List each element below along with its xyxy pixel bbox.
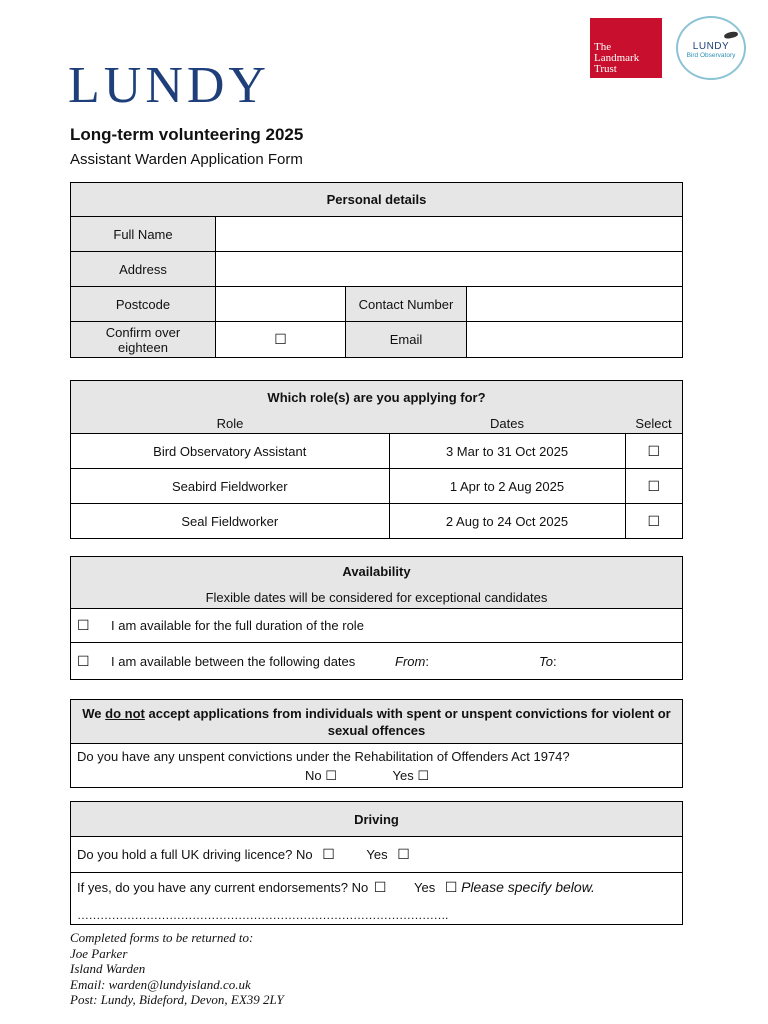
footer-post: Post: Lundy, Bideford, Devon, EX39 2LY xyxy=(70,992,284,1007)
convictions-question: Do you have any unspent convictions under the Rehabilitation of Offenders Act 1974? xyxy=(77,749,570,764)
licence-question-cell xyxy=(71,837,683,873)
to-date-field[interactable] xyxy=(501,643,683,680)
return-instructions xyxy=(70,930,284,1008)
role-select-checkbox[interactable]: ☐ xyxy=(625,504,683,539)
lbo-logo-line1: LUNDY xyxy=(692,41,730,52)
dates-column-header: Dates xyxy=(389,414,625,434)
landmark-trust-logo xyxy=(590,18,662,78)
postcode-label: Postcode xyxy=(71,287,216,322)
footer-email: Email: warden@lundyisland.co.uk xyxy=(70,976,251,992)
select-column-header: Select xyxy=(625,414,683,434)
confirm-line2: eighteen xyxy=(118,339,168,355)
personal-details-heading: Personal details xyxy=(71,183,683,217)
lundy-wordmark: LUNDY xyxy=(68,57,270,114)
address-label: Address xyxy=(71,252,216,287)
from-colon: : xyxy=(425,653,429,669)
convictions-heading-underlined: do not xyxy=(105,705,145,721)
email-label: Email xyxy=(346,322,467,358)
roles-heading: Which role(s) are you applying for? xyxy=(71,381,683,414)
role-dates: 2 Aug to 24 Oct 2025 xyxy=(389,504,625,539)
table-row xyxy=(71,469,683,504)
full-duration-label: I am available for the full duration of the role xyxy=(105,609,683,643)
endorsements-details-line[interactable]: ……………………………………………………………………………………. xyxy=(77,908,448,922)
driving-heading: Driving xyxy=(71,802,683,837)
to-label: To xyxy=(539,653,553,669)
page-subtitle: Assistant Warden Application Form xyxy=(70,151,303,168)
to-colon: : xyxy=(552,653,557,669)
role-select-checkbox[interactable]: ☐ xyxy=(625,434,683,469)
lundy-bird-observatory-logo xyxy=(676,16,746,80)
full-duration-checkbox[interactable]: ☐ xyxy=(71,609,106,643)
role-column-header: Role xyxy=(71,414,390,434)
convictions-yes-option[interactable]: Yes ☐ xyxy=(392,768,429,783)
postcode-field[interactable] xyxy=(216,287,346,322)
landmark-trust-line3: Trust xyxy=(594,63,617,75)
role-name: Bird Observatory Assistant xyxy=(71,434,390,469)
availability-table xyxy=(70,556,683,680)
convictions-table xyxy=(70,699,683,788)
convictions-heading-post: accept applications from individuals with spent or unspent convictions for violent or sexual offences xyxy=(144,705,671,738)
role-dates: 1 Apr to 2 Aug 2025 xyxy=(389,469,625,504)
endorsements-question-cell xyxy=(71,873,683,925)
role-name: Seabird Fieldworker xyxy=(71,469,390,504)
footer-line3: Island Warden xyxy=(70,961,146,976)
confirm-line1: Confirm over xyxy=(105,324,181,340)
bird-icon xyxy=(724,31,739,40)
convictions-question-cell xyxy=(71,744,683,788)
licence-yes-label: Yes xyxy=(366,847,388,862)
landmark-trust-line1: The xyxy=(594,41,612,53)
endorsements-specify: Please specify below. xyxy=(461,879,595,895)
between-dates-checkbox[interactable]: ☐ xyxy=(71,643,106,680)
from-date-field[interactable] xyxy=(389,643,501,680)
endorsements-question: If yes, do you have any current endorsements? No xyxy=(77,880,369,895)
table-row xyxy=(71,504,683,539)
availability-note: Flexible dates will be considered for exceptional candidates xyxy=(71,587,683,609)
table-row xyxy=(71,434,683,469)
availability-heading: Availability xyxy=(71,557,683,587)
page-title: Long-term volunteering 2025 xyxy=(70,125,304,144)
role-select-checkbox[interactable]: ☐ xyxy=(625,469,683,504)
convictions-heading-pre: We xyxy=(82,705,106,721)
driving-table xyxy=(70,801,683,925)
licence-question: Do you hold a full UK driving licence? No xyxy=(77,847,313,862)
personal-details-table xyxy=(70,182,683,358)
confirm-over-eighteen-label xyxy=(71,322,216,358)
endorsements-yes-checkbox[interactable]: ☐ xyxy=(444,879,458,895)
lbo-logo-line2: Bird Observatory xyxy=(686,52,736,59)
footer-line1: Completed forms to be returned to: xyxy=(70,930,254,945)
role-dates: 3 Mar to 31 Oct 2025 xyxy=(389,434,625,469)
from-label: From xyxy=(395,653,426,669)
contact-number-label: Contact Number xyxy=(346,287,467,322)
convictions-heading xyxy=(71,700,683,744)
between-dates-label: I am available between the following dates xyxy=(105,643,389,680)
role-name: Seal Fieldworker xyxy=(71,504,390,539)
full-name-field[interactable] xyxy=(216,217,683,252)
contact-number-field[interactable] xyxy=(467,287,683,322)
landmark-trust-line2: Landmark xyxy=(594,52,640,64)
email-field[interactable] xyxy=(467,322,683,358)
footer-line2: Joe Parker xyxy=(70,945,128,961)
full-name-label: Full Name xyxy=(71,217,216,252)
endorsements-yes-label: Yes xyxy=(414,880,436,895)
endorsements-no-checkbox[interactable]: ☐ xyxy=(373,879,387,895)
over-eighteen-checkbox[interactable]: ☐ xyxy=(216,322,346,358)
licence-no-checkbox[interactable]: ☐ xyxy=(322,846,335,862)
convictions-no-option[interactable]: No ☐ xyxy=(305,768,337,783)
licence-yes-checkbox[interactable]: ☐ xyxy=(397,846,410,862)
address-field[interactable] xyxy=(216,252,683,287)
roles-table xyxy=(70,380,683,539)
